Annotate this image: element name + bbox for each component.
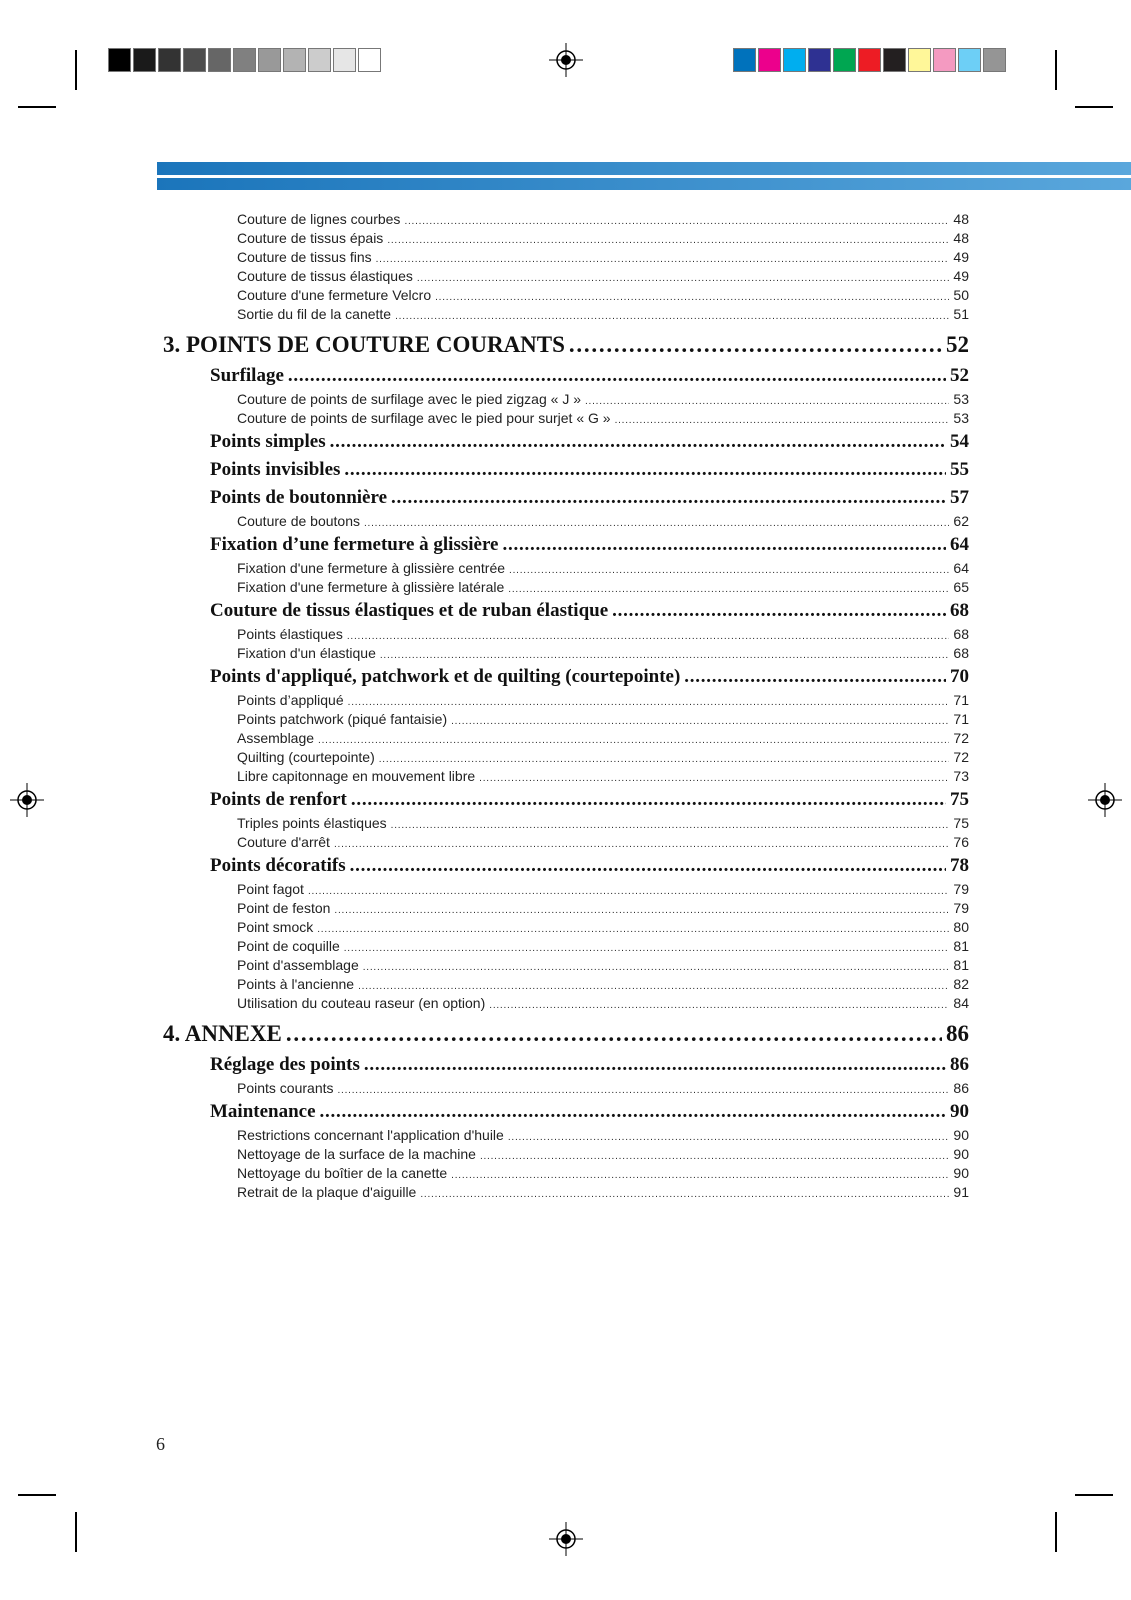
toc-entry[interactable] xyxy=(237,692,969,708)
toc-entry[interactable] xyxy=(237,1146,969,1162)
color-swatch xyxy=(733,48,756,72)
toc-page-number: 86 xyxy=(953,1080,969,1096)
leader-dots xyxy=(417,273,950,284)
leader-dots xyxy=(387,235,949,246)
toc-label: Couture de tissus élastiques xyxy=(237,268,413,284)
toc-entry[interactable] xyxy=(237,768,969,784)
toc-label: Points courants xyxy=(237,1080,334,1096)
toc-page-number: 50 xyxy=(953,287,969,303)
toc-page-number: 72 xyxy=(953,749,969,765)
toc-label: Couture de points de surfilage avec le pied zigzag « J » xyxy=(237,391,581,407)
color-swatch xyxy=(808,48,831,72)
toc-page-number: 49 xyxy=(953,268,969,284)
toc-label: Points d’appliqué xyxy=(237,692,344,708)
toc-page-number: 68 xyxy=(953,645,969,661)
toc-label: Couture de lignes courbes xyxy=(237,211,401,227)
toc-entry[interactable] xyxy=(237,645,969,661)
toc-entry[interactable] xyxy=(237,730,969,746)
leader-dots xyxy=(612,600,946,622)
toc-label: Nettoyage de la surface de la machine xyxy=(237,1146,476,1162)
toc-entry[interactable] xyxy=(237,268,969,284)
toc-section[interactable] xyxy=(210,789,969,811)
leader-dots xyxy=(615,415,950,426)
leader-dots xyxy=(585,396,949,407)
crop-mark xyxy=(1055,1512,1057,1552)
toc-label: Points simples xyxy=(210,431,326,452)
toc-page-number: 73 xyxy=(953,768,969,784)
leader-dots xyxy=(334,839,949,850)
grayscale-calibration-bar xyxy=(108,48,383,74)
toc-entry[interactable] xyxy=(237,306,969,322)
toc-entry[interactable] xyxy=(237,579,969,595)
toc-entry[interactable] xyxy=(237,513,969,529)
toc-label: Libre capitonnage en mouvement libre xyxy=(237,768,476,784)
header-band xyxy=(157,162,1131,175)
leader-dots xyxy=(376,254,950,265)
toc-label: Point smock xyxy=(237,919,314,935)
color-swatch xyxy=(333,48,356,72)
toc-page-number: 49 xyxy=(953,249,969,265)
toc-section[interactable] xyxy=(210,365,969,387)
toc-page-number: 48 xyxy=(953,211,969,227)
toc-page-number: 90 xyxy=(950,1101,969,1122)
toc-label: Point de coquille xyxy=(237,938,340,954)
toc-label: 4. ANNEXE xyxy=(163,1021,282,1046)
toc-label: Sortie du fil de la canette xyxy=(237,306,392,322)
leader-dots xyxy=(508,1132,950,1143)
toc-page-number: 81 xyxy=(953,938,969,954)
toc-label: Points de boutonnière xyxy=(210,487,388,508)
toc-label: Points invisibles xyxy=(210,459,341,480)
toc-section[interactable] xyxy=(210,487,969,509)
toc-page-number: 71 xyxy=(953,711,969,727)
color-swatch xyxy=(308,48,331,72)
leader-dots xyxy=(334,905,949,916)
registration-mark-icon xyxy=(10,783,44,817)
toc-page-number: 71 xyxy=(953,692,969,708)
crop-mark xyxy=(75,50,77,90)
toc-page-number: 86 xyxy=(950,1054,969,1075)
toc-page-number: 81 xyxy=(953,957,969,973)
toc-page-number: 55 xyxy=(950,459,969,480)
color-swatch xyxy=(358,48,381,72)
leader-dots xyxy=(404,216,949,227)
color-swatch xyxy=(258,48,281,72)
toc-page-number: 78 xyxy=(950,855,969,876)
toc-label: Points de renfort xyxy=(210,789,347,810)
toc-label: Fixation d’une fermeture à glissière xyxy=(210,534,499,555)
toc-label: Points élastiques xyxy=(237,626,343,642)
toc-label: Points à l'ancienne xyxy=(237,976,355,992)
toc-entry[interactable] xyxy=(237,211,969,227)
toc-page-number: 62 xyxy=(953,513,969,529)
leader-dots xyxy=(451,1170,949,1181)
toc-label: Fixation d'un élastique xyxy=(237,645,376,661)
leader-dots xyxy=(569,332,942,358)
toc-page-number: 79 xyxy=(953,900,969,916)
toc-chapter[interactable] xyxy=(163,1021,969,1047)
toc-entry[interactable] xyxy=(237,976,969,992)
toc-entry[interactable] xyxy=(237,1080,969,1096)
color-swatch xyxy=(133,48,156,72)
leader-dots xyxy=(395,311,949,322)
toc-section[interactable] xyxy=(210,666,969,688)
toc-page-number: 76 xyxy=(953,834,969,850)
leader-dots xyxy=(348,697,950,708)
toc-page-number: 90 xyxy=(953,1165,969,1181)
toc-section[interactable] xyxy=(210,534,969,556)
toc-page-number: 64 xyxy=(953,560,969,576)
toc-label: Couture de points de surfilage avec le pied pour surjet « G » xyxy=(237,410,611,426)
toc-entry[interactable] xyxy=(237,287,969,303)
crop-mark xyxy=(1075,1494,1113,1496)
color-swatch xyxy=(233,48,256,72)
crop-mark xyxy=(18,1494,56,1496)
toc-entry[interactable] xyxy=(237,711,969,727)
toc-entry[interactable] xyxy=(237,938,969,954)
toc-page-number: 70 xyxy=(950,666,969,687)
color-swatch xyxy=(783,48,806,72)
color-swatch xyxy=(283,48,306,72)
toc-entry[interactable] xyxy=(237,626,969,642)
toc-label: Point fagot xyxy=(237,881,304,897)
leader-dots xyxy=(350,855,946,877)
toc-label: Retrait de la plaque d'aiguille xyxy=(237,1184,417,1200)
toc-page-number: 52 xyxy=(946,332,969,357)
toc-page-number: 68 xyxy=(950,600,969,621)
leader-dots xyxy=(363,962,950,973)
leader-dots xyxy=(308,886,949,897)
toc-label: Restrictions concernant l'application d'huile xyxy=(237,1127,504,1143)
color-swatch xyxy=(833,48,856,72)
toc-section[interactable] xyxy=(210,855,969,877)
toc-section[interactable] xyxy=(210,600,969,622)
toc-entry[interactable] xyxy=(237,560,969,576)
leader-dots xyxy=(347,631,950,642)
toc-page-number: 79 xyxy=(953,881,969,897)
toc-entry[interactable] xyxy=(237,410,969,426)
toc-label: Point d'assemblage xyxy=(237,957,359,973)
leader-dots xyxy=(509,565,949,576)
leader-dots xyxy=(286,1021,942,1047)
toc-page-number: 54 xyxy=(950,431,969,452)
toc-label: Couture de tissus épais xyxy=(237,230,384,246)
toc-label: Couture d'arrêt xyxy=(237,834,330,850)
toc-label: Nettoyage du boîtier de la canette xyxy=(237,1165,448,1181)
toc-page-number: 75 xyxy=(950,789,969,810)
toc-label: Utilisation du couteau raseur (en option) xyxy=(237,995,486,1011)
toc-label: Réglage des points xyxy=(210,1054,360,1075)
crop-mark xyxy=(1075,106,1113,108)
toc-section[interactable] xyxy=(210,459,969,481)
toc-page-number: 72 xyxy=(953,730,969,746)
leader-dots xyxy=(288,365,946,387)
toc-label: Maintenance xyxy=(210,1101,316,1122)
leader-dots xyxy=(380,650,950,661)
toc-label: Quilting (courtepointe) xyxy=(237,749,375,765)
toc-label: Points décoratifs xyxy=(210,855,346,876)
color-swatch xyxy=(883,48,906,72)
color-swatch xyxy=(158,48,181,72)
leader-dots xyxy=(480,1151,949,1162)
header-band xyxy=(157,178,1131,190)
toc-page-number: 91 xyxy=(953,1184,969,1200)
toc-page-number: 80 xyxy=(953,919,969,935)
toc-label: Points d'appliqué, patchwork et de quilting (courtepointe) xyxy=(210,666,681,687)
leader-dots xyxy=(344,459,946,481)
leader-dots xyxy=(330,431,946,453)
color-swatch xyxy=(933,48,956,72)
toc-label: Fixation d'une fermeture à glissière centrée xyxy=(237,560,506,576)
toc-entry[interactable] xyxy=(237,919,969,935)
toc-page-number: 52 xyxy=(950,365,969,386)
registration-mark-icon xyxy=(549,1522,583,1556)
leader-dots xyxy=(351,789,946,811)
toc-label: Couture de tissus fins xyxy=(237,249,372,265)
leader-dots xyxy=(391,487,946,509)
color-swatch xyxy=(983,48,1006,72)
color-swatch xyxy=(183,48,206,72)
color-swatch xyxy=(858,48,881,72)
leader-dots xyxy=(502,534,946,556)
color-swatch xyxy=(958,48,981,72)
leader-dots xyxy=(391,820,950,831)
toc-section[interactable] xyxy=(210,431,969,453)
toc-page-number: 86 xyxy=(946,1021,969,1046)
toc-page-number: 65 xyxy=(953,579,969,595)
toc-page-number: 68 xyxy=(953,626,969,642)
registration-mark-icon xyxy=(1088,783,1122,817)
leader-dots xyxy=(358,981,949,992)
registration-mark-icon xyxy=(549,43,583,77)
toc-page-number: 57 xyxy=(950,487,969,508)
leader-dots xyxy=(479,773,949,784)
toc-label: Couture d'une fermeture Velcro xyxy=(237,287,432,303)
toc-page-number: 90 xyxy=(953,1146,969,1162)
toc-label: Point de feston xyxy=(237,900,331,916)
leader-dots xyxy=(489,1000,949,1011)
leader-dots xyxy=(684,666,946,688)
toc-entry[interactable] xyxy=(237,881,969,897)
toc-entry[interactable] xyxy=(237,1127,969,1143)
toc-label: Couture de boutons xyxy=(237,513,360,529)
crop-mark xyxy=(75,1512,77,1552)
leader-dots xyxy=(344,943,950,954)
leader-dots xyxy=(364,518,949,529)
leader-dots xyxy=(420,1189,949,1200)
leader-dots xyxy=(379,754,950,765)
toc-entry[interactable] xyxy=(237,230,969,246)
toc-label: 3. POINTS DE COUTURE COURANTS xyxy=(163,332,565,357)
toc-entry[interactable] xyxy=(237,391,969,407)
toc-section[interactable] xyxy=(210,1054,969,1076)
toc-page-number: 53 xyxy=(953,391,969,407)
toc-page-number: 75 xyxy=(953,815,969,831)
toc-label: Couture de tissus élastiques et de ruban élastique xyxy=(210,600,609,621)
color-swatch xyxy=(208,48,231,72)
leader-dots xyxy=(508,584,949,595)
toc-entry[interactable] xyxy=(237,900,969,916)
toc-label: Points patchwork (piqué fantaisie) xyxy=(237,711,448,727)
leader-dots xyxy=(435,292,949,303)
color-calibration-bar xyxy=(733,48,1008,74)
toc-label: Surfilage xyxy=(210,365,284,386)
crop-mark xyxy=(18,106,56,108)
leader-dots xyxy=(320,1101,946,1123)
toc-entry[interactable] xyxy=(237,749,969,765)
toc-page-number: 48 xyxy=(953,230,969,246)
leader-dots xyxy=(338,1085,950,1096)
leader-dots xyxy=(318,735,949,746)
leader-dots xyxy=(317,924,949,935)
leader-dots xyxy=(364,1054,946,1076)
toc-chapter[interactable] xyxy=(163,332,969,358)
toc-page-number: 64 xyxy=(950,534,969,555)
toc-entry[interactable] xyxy=(237,815,969,831)
color-swatch xyxy=(108,48,131,72)
crop-mark xyxy=(1055,50,1057,90)
toc-page-number: 53 xyxy=(953,410,969,426)
toc-entry[interactable] xyxy=(237,995,969,1011)
toc-entry[interactable] xyxy=(237,249,969,265)
page-number: 6 xyxy=(156,1434,165,1454)
toc-label: Fixation d'une fermeture à glissière latérale xyxy=(237,579,505,595)
toc-label: Assemblage xyxy=(237,730,315,746)
leader-dots xyxy=(451,716,949,727)
color-swatch xyxy=(758,48,781,72)
toc-entry[interactable] xyxy=(237,957,969,973)
toc-entry[interactable] xyxy=(237,834,969,850)
color-swatch xyxy=(908,48,931,72)
toc-entry[interactable] xyxy=(237,1165,969,1181)
toc-page-number: 51 xyxy=(953,306,969,322)
toc-section[interactable] xyxy=(210,1101,969,1123)
toc-label: Triples points élastiques xyxy=(237,815,387,831)
toc-page-number: 90 xyxy=(953,1127,969,1143)
toc-entry[interactable] xyxy=(237,1184,969,1200)
toc-page-number: 82 xyxy=(953,976,969,992)
toc-page-number: 84 xyxy=(953,995,969,1011)
